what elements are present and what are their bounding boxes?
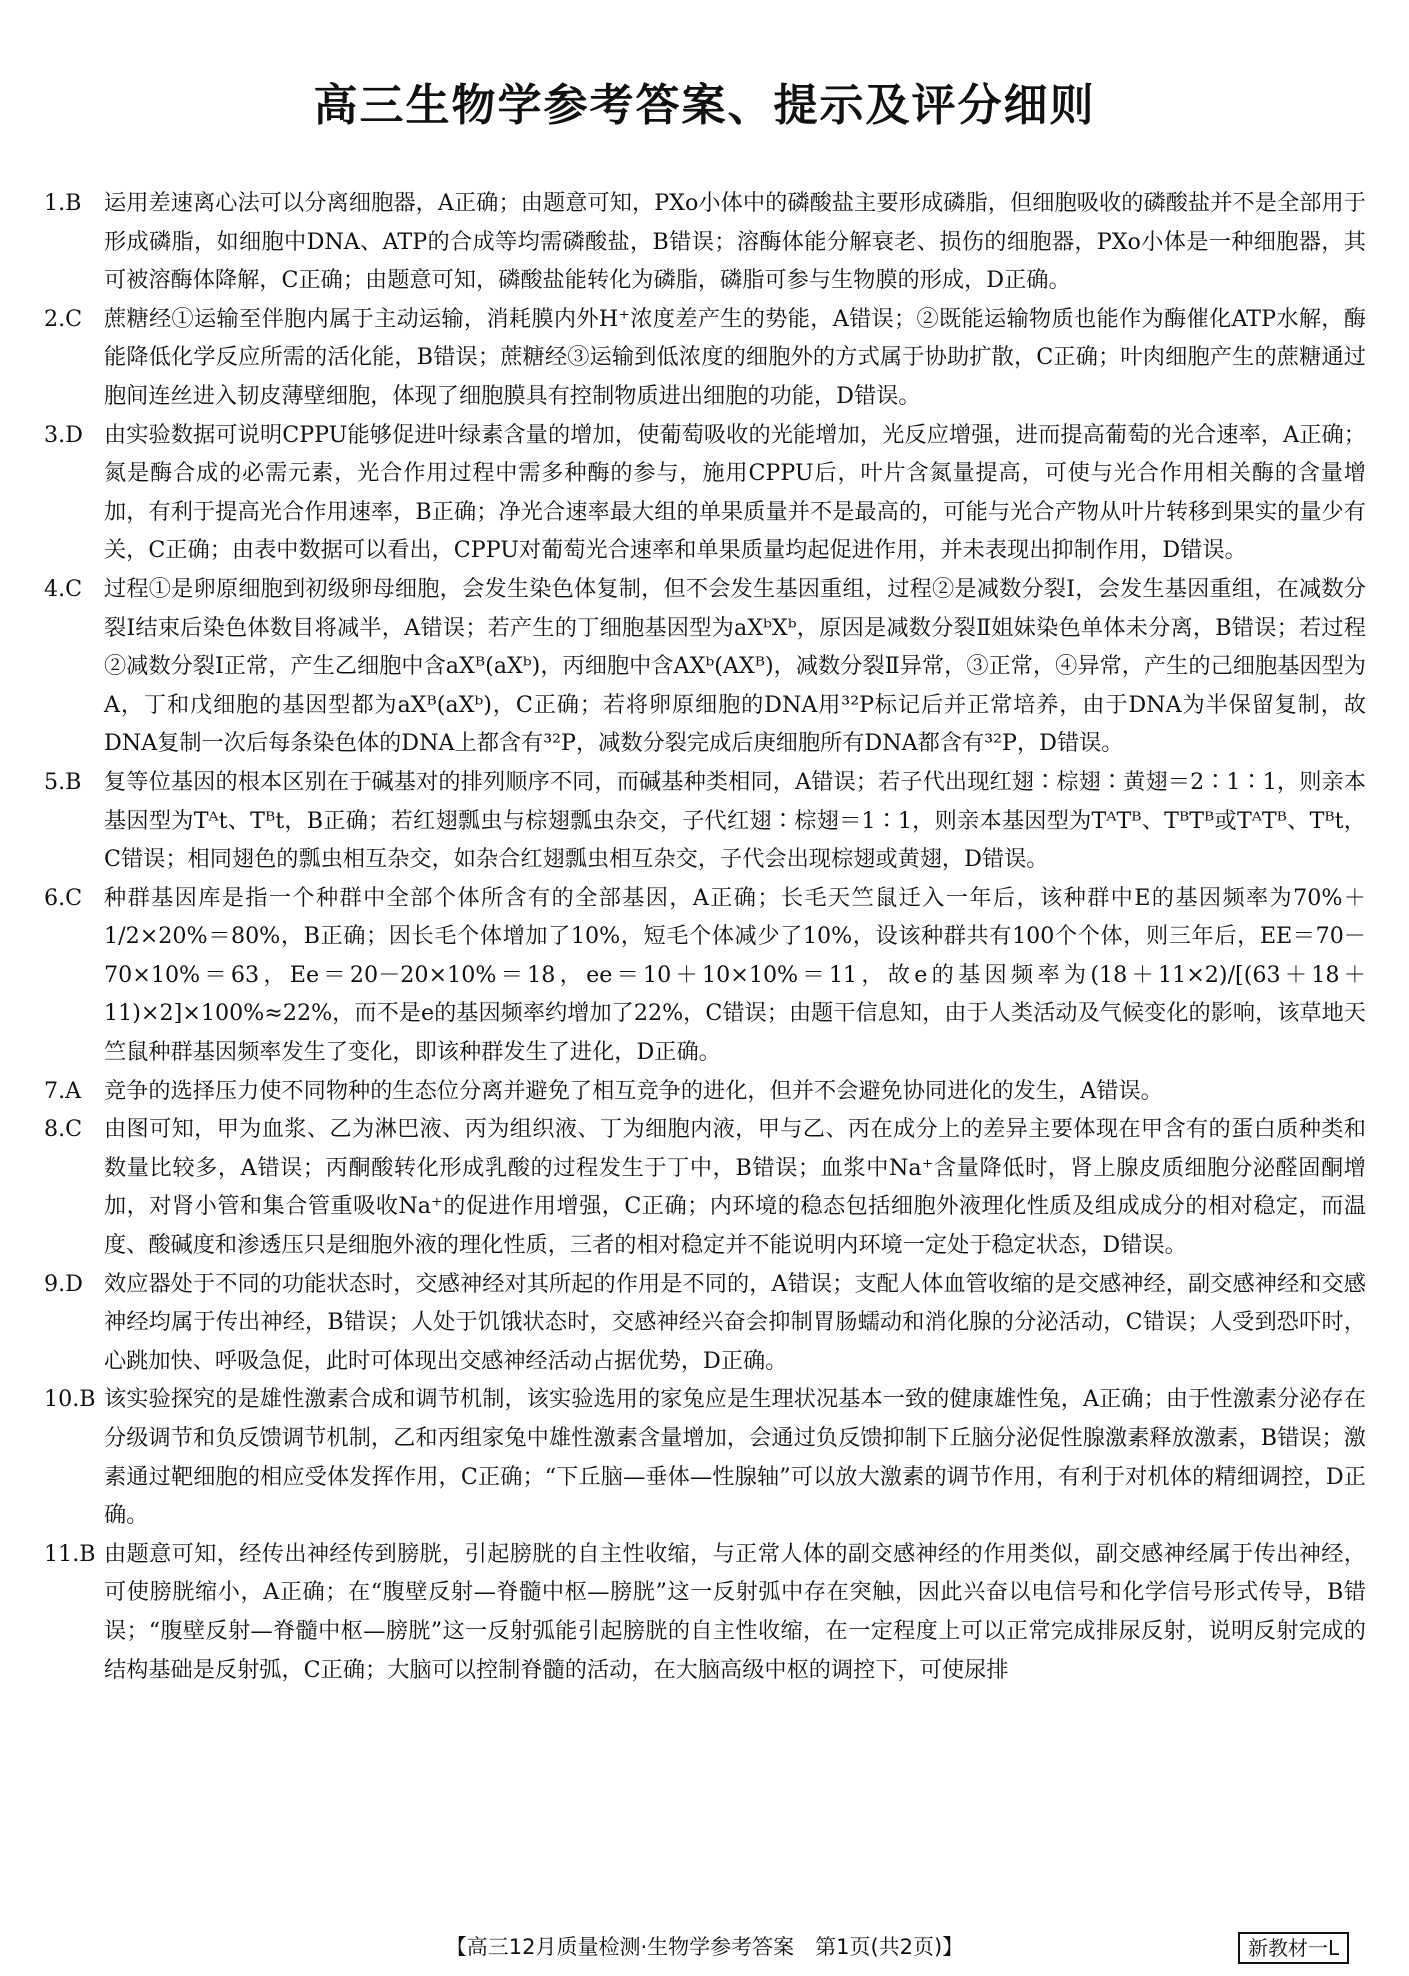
answer-number: 5.B <box>44 768 82 795</box>
answer-number: 8.C <box>44 1116 83 1143</box>
answer-explanation: 过程①是卵原细胞到初级卵母细胞，会发生染色体复制，但不会发生基因重组，过程②是减数分裂Ⅰ，会发生基因重组，在减数分裂Ⅰ结束后染色体数目将减半，A错误；若产生的丁细胞基因型为aXᵇXᵇ，原因是减数分裂Ⅱ姐妹染色单体未分离，B错误；若过程②减数分裂Ⅰ正常，产生乙细胞中含aXᴮ(aXᵇ)，丙细胞中含AXᵇ(AXᴮ)，减数分裂Ⅱ异常，③正常，④异常，产生的己细胞基因型为A，丁和戊细胞的基因型都为aXᴮ(aXᵇ)，C正确；若将卵原细胞的DNA用³²P标记后并正常培养，由于DNA为半保留复制，故DNA复制一次后每条染色体的DNA上都含有³²P，减数分裂完成后庚细胞所有DNA都含有³²P，D错误。 <box>104 575 1366 757</box>
answer-item-4 <box>44 570 1366 763</box>
answer-item-3 <box>44 416 1366 570</box>
answer-list <box>44 184 1366 1689</box>
answer-item-9 <box>44 1265 1366 1381</box>
answer-item-5 <box>44 763 1366 879</box>
answer-number: 11.B <box>44 1540 96 1567</box>
answer-explanation: 蔗糖经①运输至伴胞内属于主动运输，消耗膜内外H⁺浓度差产生的势能，A错误；②既能运输物质也能作为酶催化ATP水解，酶能降低化学反应所需的活化能，B错误；蔗糖经③运输到低浓度的细胞外的方式属于协助扩散，C正确；叶肉细胞产生的蔗糖通过胞间连丝进入韧皮薄壁细胞，体现了细胞膜具有控制物质进出细胞的功能，D错误。 <box>104 305 1366 409</box>
answer-number: 3.D <box>44 421 83 448</box>
answer-number: 10.B <box>44 1386 96 1413</box>
answer-item-1 <box>44 184 1366 300</box>
answer-explanation: 该实验探究的是雄性激素合成和调节机制，该实验选用的家兔应是生理状况基本一致的健康雄性兔，A正确；由于性激素分泌存在分级调节和负反馈调节机制，乙和丙组家兔中雄性激素含量增加，会通过负反馈抑制下丘脑分泌促性腺激素释放激素，B错误；激素通过靶细胞的相应受体发挥作用，C正确；“下丘脑—垂体—性腺轴”可以放大激素的调节作用，有利于对机体的精细调控，D正确。 <box>104 1386 1366 1529</box>
answer-item-7 <box>44 1072 1366 1111</box>
answer-explanation: 竞争的选择压力使不同物种的生态位分离并避免了相互竞争的进化，但并不会避免协同进化的发生，A错误。 <box>104 1077 1163 1104</box>
page-title: 高三生物学参考答案、提示及评分细则 <box>313 80 1096 131</box>
footer-label: 【高三12月质量检测·生物学参考答案 第1页(共2页)】 <box>445 1935 964 1959</box>
answer-number: 6.C <box>44 884 83 911</box>
answer-item-10 <box>44 1380 1366 1534</box>
answer-explanation: 复等位基因的根本区别在于碱基对的排列顺序不同，而碱基种类相同，A错误；若子代出现红翅∶棕翅∶黄翅＝2∶1∶1，则亲本基因型为Tᴬt、Tᴮt，B正确；若红翅瓢虫与棕翅瓢虫杂交，子代红翅∶棕翅＝1∶1，则亲本基因型为TᴬTᴮ、TᴮTᴮ或TᴬTᴮ、Tᴮt，C错误；相同翅色的瓢虫相互杂交，如杂合红翅瓢虫相互杂交，子代会出现棕翅或黄翅，D错误。 <box>104 768 1366 873</box>
page-footer <box>0 1930 1409 1964</box>
answer-item-6 <box>44 879 1366 1072</box>
answer-item-8 <box>44 1110 1366 1264</box>
answer-explanation: 由图可知，甲为血浆、乙为淋巴液、丙为组织液、丁为细胞内液，甲与乙、丙在成分上的差异主要体现在甲含有的蛋白质种类和数量比较多，A错误；丙酮酸转化形成乳酸的过程发生于丁中，B错误；血浆中Na⁺含量降低时，肾上腺皮质细胞分泌醛固酮增加，对肾小管和集合管重吸收Na⁺的促进作用增强，C正确；内环境的稳态包括细胞外液理化性质及组成成分的相对稳定，而温度、酸碱度和渗透压只是细胞外液的理化性质，三者的相对稳定并不能说明内环境一定处于稳定状态，D错误。 <box>104 1116 1366 1259</box>
answer-number: 7.A <box>44 1077 82 1104</box>
answer-item-11 <box>44 1535 1366 1689</box>
answer-number: 2.C <box>44 305 83 332</box>
answer-explanation: 由实验数据可说明CPPU能够促进叶绿素含量的增加，使葡萄吸收的光能增加，光反应增强，进而提高葡萄的光合速率，A正确；氮是酶合成的必需元素，光合作用过程中需多种酶的参与，施用CPPU后，叶片含氮量提高，可使与光合作用相关酶的含量增加，有利于提高光合作用速率，B正确；净光合速率最大组的单果质量并不是最高的，可能与光合产物从叶片转移到果实的量少有关，C正确；由表中数据可以看出，CPPU对葡萄光合速率和单果质量均起促进作用，并未表现出抑制作用，D错误。 <box>104 421 1366 564</box>
answer-explanation: 由题意可知，经传出神经传到膀胱，引起膀胱的自主性收缩，与正常人体的副交感神经的作用类似，副交感神经属于传出神经，可使膀胱缩小，A正确；在“腹壁反射—脊髓中枢—膀胱”这一反射弧中存在突触，因此兴奋以电信号和化学信号形式传导，B错误；“腹壁反射—脊髓中枢—膀胱”这一反射弧能引起膀胱的自主性收缩，在一定程度上可以正常完成排尿反射，说明反射完成的结构基础是反射弧，C正确；大脑可以控制脊髓的活动，在大脑高级中枢的调控下，可使尿排 <box>104 1540 1366 1683</box>
edition-badge: 新教材一L <box>1238 1932 1349 1964</box>
answer-explanation: 种群基因库是指一个种群中全部个体所含有的全部基因，A正确；长毛天竺鼠迁入一年后，该种群中E的基因频率为70%＋1/2×20%＝80%，B正确；因长毛个体增加了10%，短毛个体减少了10%，设该种群共有100个个体，则三年后，EE＝70－70×10%＝63，Ee＝20－20×10%＝18，ee＝10＋10×10%＝11，故e的基因频率为(18＋11×2)/[(63＋18＋11)×2]×100%≈22%，而不是e的基因频率约增加了22%，C错误；由题干信息知，由于人类活动及气候变化的影响，该草地天竺鼠种群基因频率发生了变化，即该种群发生了进化，D正确。 <box>104 884 1366 1066</box>
answer-number: 1.B <box>44 190 82 216</box>
answer-explanation: 运用差速离心法可以分离细胞器，A正确；由题意可知，PXo小体中的磷酸盐主要形成磷脂，但细胞吸收的磷酸盐并不是全部用于形成磷脂，如细胞中DNA、ATP的合成等均需磷酸盐，B错误；溶酶体能分解衰老、损伤的细胞器，PXo小体是一种细胞器，其可被溶酶体降解，C正确；由题意可知，磷酸盐能转化为磷脂，磷脂可参与生物膜的形成，D正确。 <box>104 190 1366 294</box>
answer-number: 4.C <box>44 575 83 602</box>
answer-item-2 <box>44 300 1366 416</box>
answer-explanation: 效应器处于不同的功能状态时，交感神经对其所起的作用是不同的，A错误；支配人体血管收缩的是交感神经，副交感神经和交感神经均属于传出神经，B错误；人处于饥饿状态时，交感神经兴奋会抑制胃肠蠕动和消化腺的分泌活动，C错误；人受到恐吓时，心跳加快、呼吸急促，此时可体现出交感神经活动占据优势，D正确。 <box>104 1270 1366 1374</box>
answer-number: 9.D <box>44 1270 83 1297</box>
